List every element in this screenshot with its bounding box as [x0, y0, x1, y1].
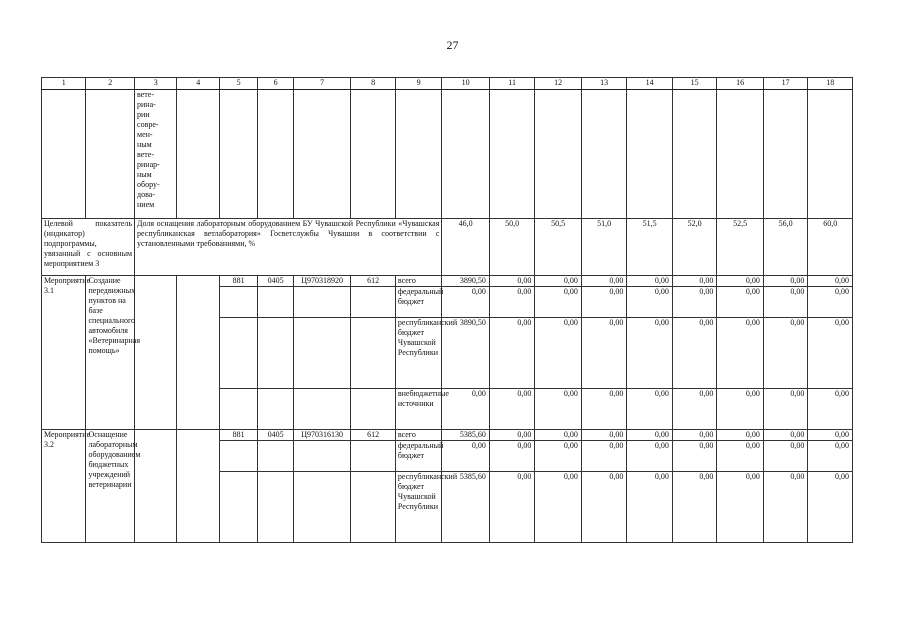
header-cell: 5	[219, 78, 257, 90]
amount: 0,00	[581, 389, 627, 430]
amount: 0,00	[763, 441, 807, 472]
amount: 0,00	[627, 472, 673, 543]
header-cell: 8	[351, 78, 395, 90]
amount: 0,00	[672, 430, 716, 441]
header-cell: 16	[717, 78, 764, 90]
vr-code: 612	[351, 430, 395, 441]
amount: 0,00	[808, 287, 853, 318]
csr-code: Ц970318920	[293, 276, 351, 287]
amount: 0,00	[442, 287, 490, 318]
amount: 0,00	[763, 430, 807, 441]
grbs-code: 881	[219, 276, 257, 287]
amount: 0,00	[672, 472, 716, 543]
amount: 0,00	[763, 318, 807, 389]
amount: 0,00	[489, 276, 535, 287]
amount: 0,00	[763, 472, 807, 543]
continued-row	[42, 90, 853, 219]
continued-text: вете- рина- рии совре- мен- ным вете- ринар- ным обору- дова- нием	[135, 90, 177, 219]
target-value: 60,0	[808, 219, 853, 276]
measure-name: Мероприятие 3.2	[42, 430, 86, 543]
amount: 0,00	[581, 276, 627, 287]
amount: 0,00	[489, 318, 535, 389]
header-cell: 17	[763, 78, 807, 90]
amount: 0,00	[672, 276, 716, 287]
amount: 0,00	[717, 389, 764, 430]
amount: 0,00	[627, 276, 673, 287]
header-row	[42, 78, 853, 90]
rzpr-code: 0405	[258, 430, 293, 441]
amount: 0,00	[672, 287, 716, 318]
measure-title: Оснащение лабораторным оборудованием бюджетных учреждений ветеринарии	[86, 430, 135, 543]
funding-source: республиканский бюджет Чувашской Республики	[395, 472, 442, 543]
target-value: 51,5	[627, 219, 673, 276]
measure-row	[42, 430, 853, 441]
funding-source: федеральный бюджет	[395, 441, 442, 472]
amount: 0,00	[763, 287, 807, 318]
amount: 0,00	[581, 287, 627, 318]
amount: 0,00	[627, 430, 673, 441]
funding-source: всего	[395, 276, 442, 287]
amount: 0,00	[717, 318, 764, 389]
amount: 0,00	[442, 441, 490, 472]
amount: 0,00	[489, 472, 535, 543]
target-description: Доля оснащения лабораторным оборудованием БУ Чувашской Республики «Чувашская республиканская ветлаборатория» Госветслужбы Чувашии в соответствии с установленными требованиями, %	[135, 219, 442, 276]
amount: 0,00	[627, 389, 673, 430]
amount: 0,00	[672, 318, 716, 389]
header-cell: 1	[42, 78, 86, 90]
measure-name: Мероприятие 3.1	[42, 276, 86, 430]
amount: 0,00	[581, 472, 627, 543]
amount: 5385,60	[442, 472, 490, 543]
amount: 0,00	[763, 276, 807, 287]
amount: 3890,50	[442, 276, 490, 287]
amount: 0,00	[489, 389, 535, 430]
amount: 0,00	[627, 287, 673, 318]
amount: 5385,60	[442, 430, 490, 441]
rzpr-code: 0405	[258, 276, 293, 287]
amount: 0,00	[717, 287, 764, 318]
funding-source: внебюджетные источники	[395, 389, 442, 430]
amount: 0,00	[535, 472, 582, 543]
amount: 0,00	[489, 287, 535, 318]
header-cell: 6	[258, 78, 293, 90]
amount: 0,00	[717, 441, 764, 472]
amount: 0,00	[535, 389, 582, 430]
header-cell: 10	[442, 78, 490, 90]
amount: 0,00	[581, 430, 627, 441]
amount: 0,00	[489, 441, 535, 472]
header-cell: 9	[395, 78, 442, 90]
header-cell: 15	[672, 78, 716, 90]
header-cell: 7	[293, 78, 351, 90]
header-cell: 14	[627, 78, 673, 90]
funding-source: федеральный бюджет	[395, 287, 442, 318]
header-cell: 13	[581, 78, 627, 90]
grbs-code: 881	[219, 430, 257, 441]
measure-row	[42, 276, 853, 287]
amount: 0,00	[808, 430, 853, 441]
amount: 0,00	[581, 318, 627, 389]
target-value: 52,5	[717, 219, 764, 276]
amount: 0,00	[808, 276, 853, 287]
amount: 0,00	[717, 472, 764, 543]
amount: 0,00	[581, 441, 627, 472]
amount: 0,00	[808, 472, 853, 543]
target-value: 51,0	[581, 219, 627, 276]
header-cell: 3	[135, 78, 177, 90]
amount: 0,00	[763, 389, 807, 430]
header-cell: 2	[86, 78, 135, 90]
vr-code: 612	[351, 276, 395, 287]
budget-table	[41, 77, 853, 543]
funding-source: всего	[395, 430, 442, 441]
amount: 0,00	[535, 287, 582, 318]
target-value: 50,5	[535, 219, 582, 276]
amount: 0,00	[672, 389, 716, 430]
target-label: Целевой показатель (индикатор) подпрограммы, увязанный с основным мероприятием 3	[42, 219, 135, 276]
measure-title: Создание передвижных пунктов на базе специального автомобиля «Ветеринарная помощь»	[86, 276, 135, 430]
target-value: 46,0	[442, 219, 490, 276]
header-cell: 18	[808, 78, 853, 90]
target-indicator-row	[42, 219, 853, 276]
amount: 0,00	[535, 276, 582, 287]
amount: 0,00	[672, 441, 716, 472]
amount: 0,00	[535, 441, 582, 472]
amount: 0,00	[808, 441, 853, 472]
amount: 0,00	[717, 430, 764, 441]
csr-code: Ц970316130	[293, 430, 351, 441]
amount: 0,00	[535, 430, 582, 441]
funding-source: республиканский бюджет Чувашской Республики	[395, 318, 442, 389]
amount: 0,00	[535, 318, 582, 389]
amount: 0,00	[808, 389, 853, 430]
header-cell: 4	[177, 78, 219, 90]
amount: 3890,50	[442, 318, 490, 389]
target-value: 52,0	[672, 219, 716, 276]
amount: 0,00	[489, 430, 535, 441]
page-number: 27	[446, 38, 459, 52]
amount: 0,00	[627, 318, 673, 389]
amount: 0,00	[717, 276, 764, 287]
header-cell: 11	[489, 78, 535, 90]
amount: 0,00	[627, 441, 673, 472]
header-cell: 12	[535, 78, 582, 90]
target-value: 50,0	[489, 219, 535, 276]
amount: 0,00	[442, 389, 490, 430]
amount: 0,00	[808, 318, 853, 389]
target-value: 56,0	[763, 219, 807, 276]
